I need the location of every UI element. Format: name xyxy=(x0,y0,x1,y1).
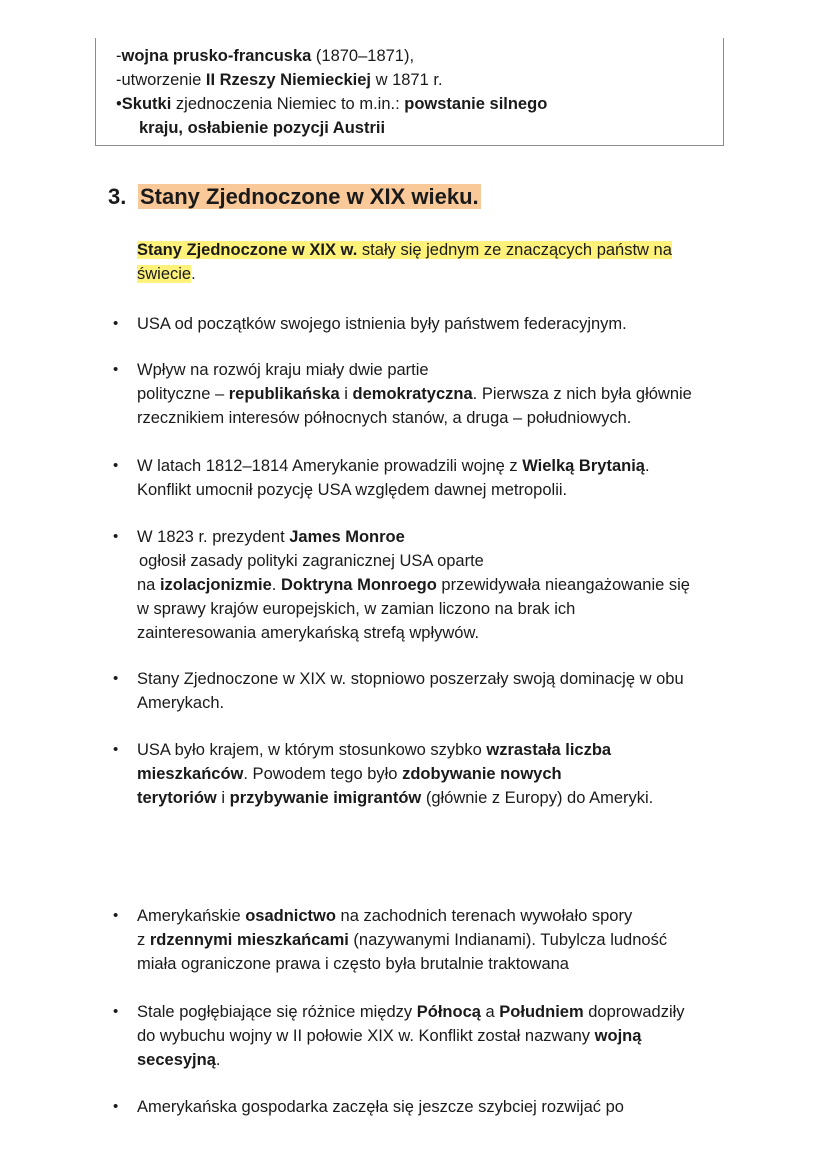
bullet-marker: • xyxy=(113,528,119,545)
list-item: -wojna prusko-francuska (1870–1871), xyxy=(116,47,415,65)
section-heading xyxy=(108,180,481,214)
dash-marker: - xyxy=(116,47,122,65)
bullet-marker: • xyxy=(113,361,119,378)
previous-section-box xyxy=(95,38,724,146)
bullet-marker: • xyxy=(113,1003,119,1020)
list-item: -utworzenie II Rzeszy Niemieckiej w 1871 r. xyxy=(116,71,443,89)
intro-paragraph: Stany Zjednoczone w XIX w. stały się jednym ze znaczących państw na świecie. xyxy=(137,241,672,283)
bullet-marker: • xyxy=(113,670,119,687)
dash-marker: - xyxy=(116,71,122,89)
section-title: Stany Zjednoczone w XIX wieku. xyxy=(140,184,479,209)
bullet-marker: • xyxy=(113,315,119,332)
bullet-marker: • xyxy=(113,457,119,474)
bullet-marker: • xyxy=(113,907,119,924)
bullet-marker: • xyxy=(116,95,122,113)
section-number: 3. xyxy=(108,184,127,209)
bullet-marker: • xyxy=(113,741,119,758)
list-item: •Skutki zjednoczenia Niemiec to m.in.: powstanie silnego xyxy=(116,95,548,113)
list-item-continuation: kraju, osłabienie pozycji Austrii xyxy=(139,119,386,137)
bullet-marker: • xyxy=(113,1098,119,1115)
